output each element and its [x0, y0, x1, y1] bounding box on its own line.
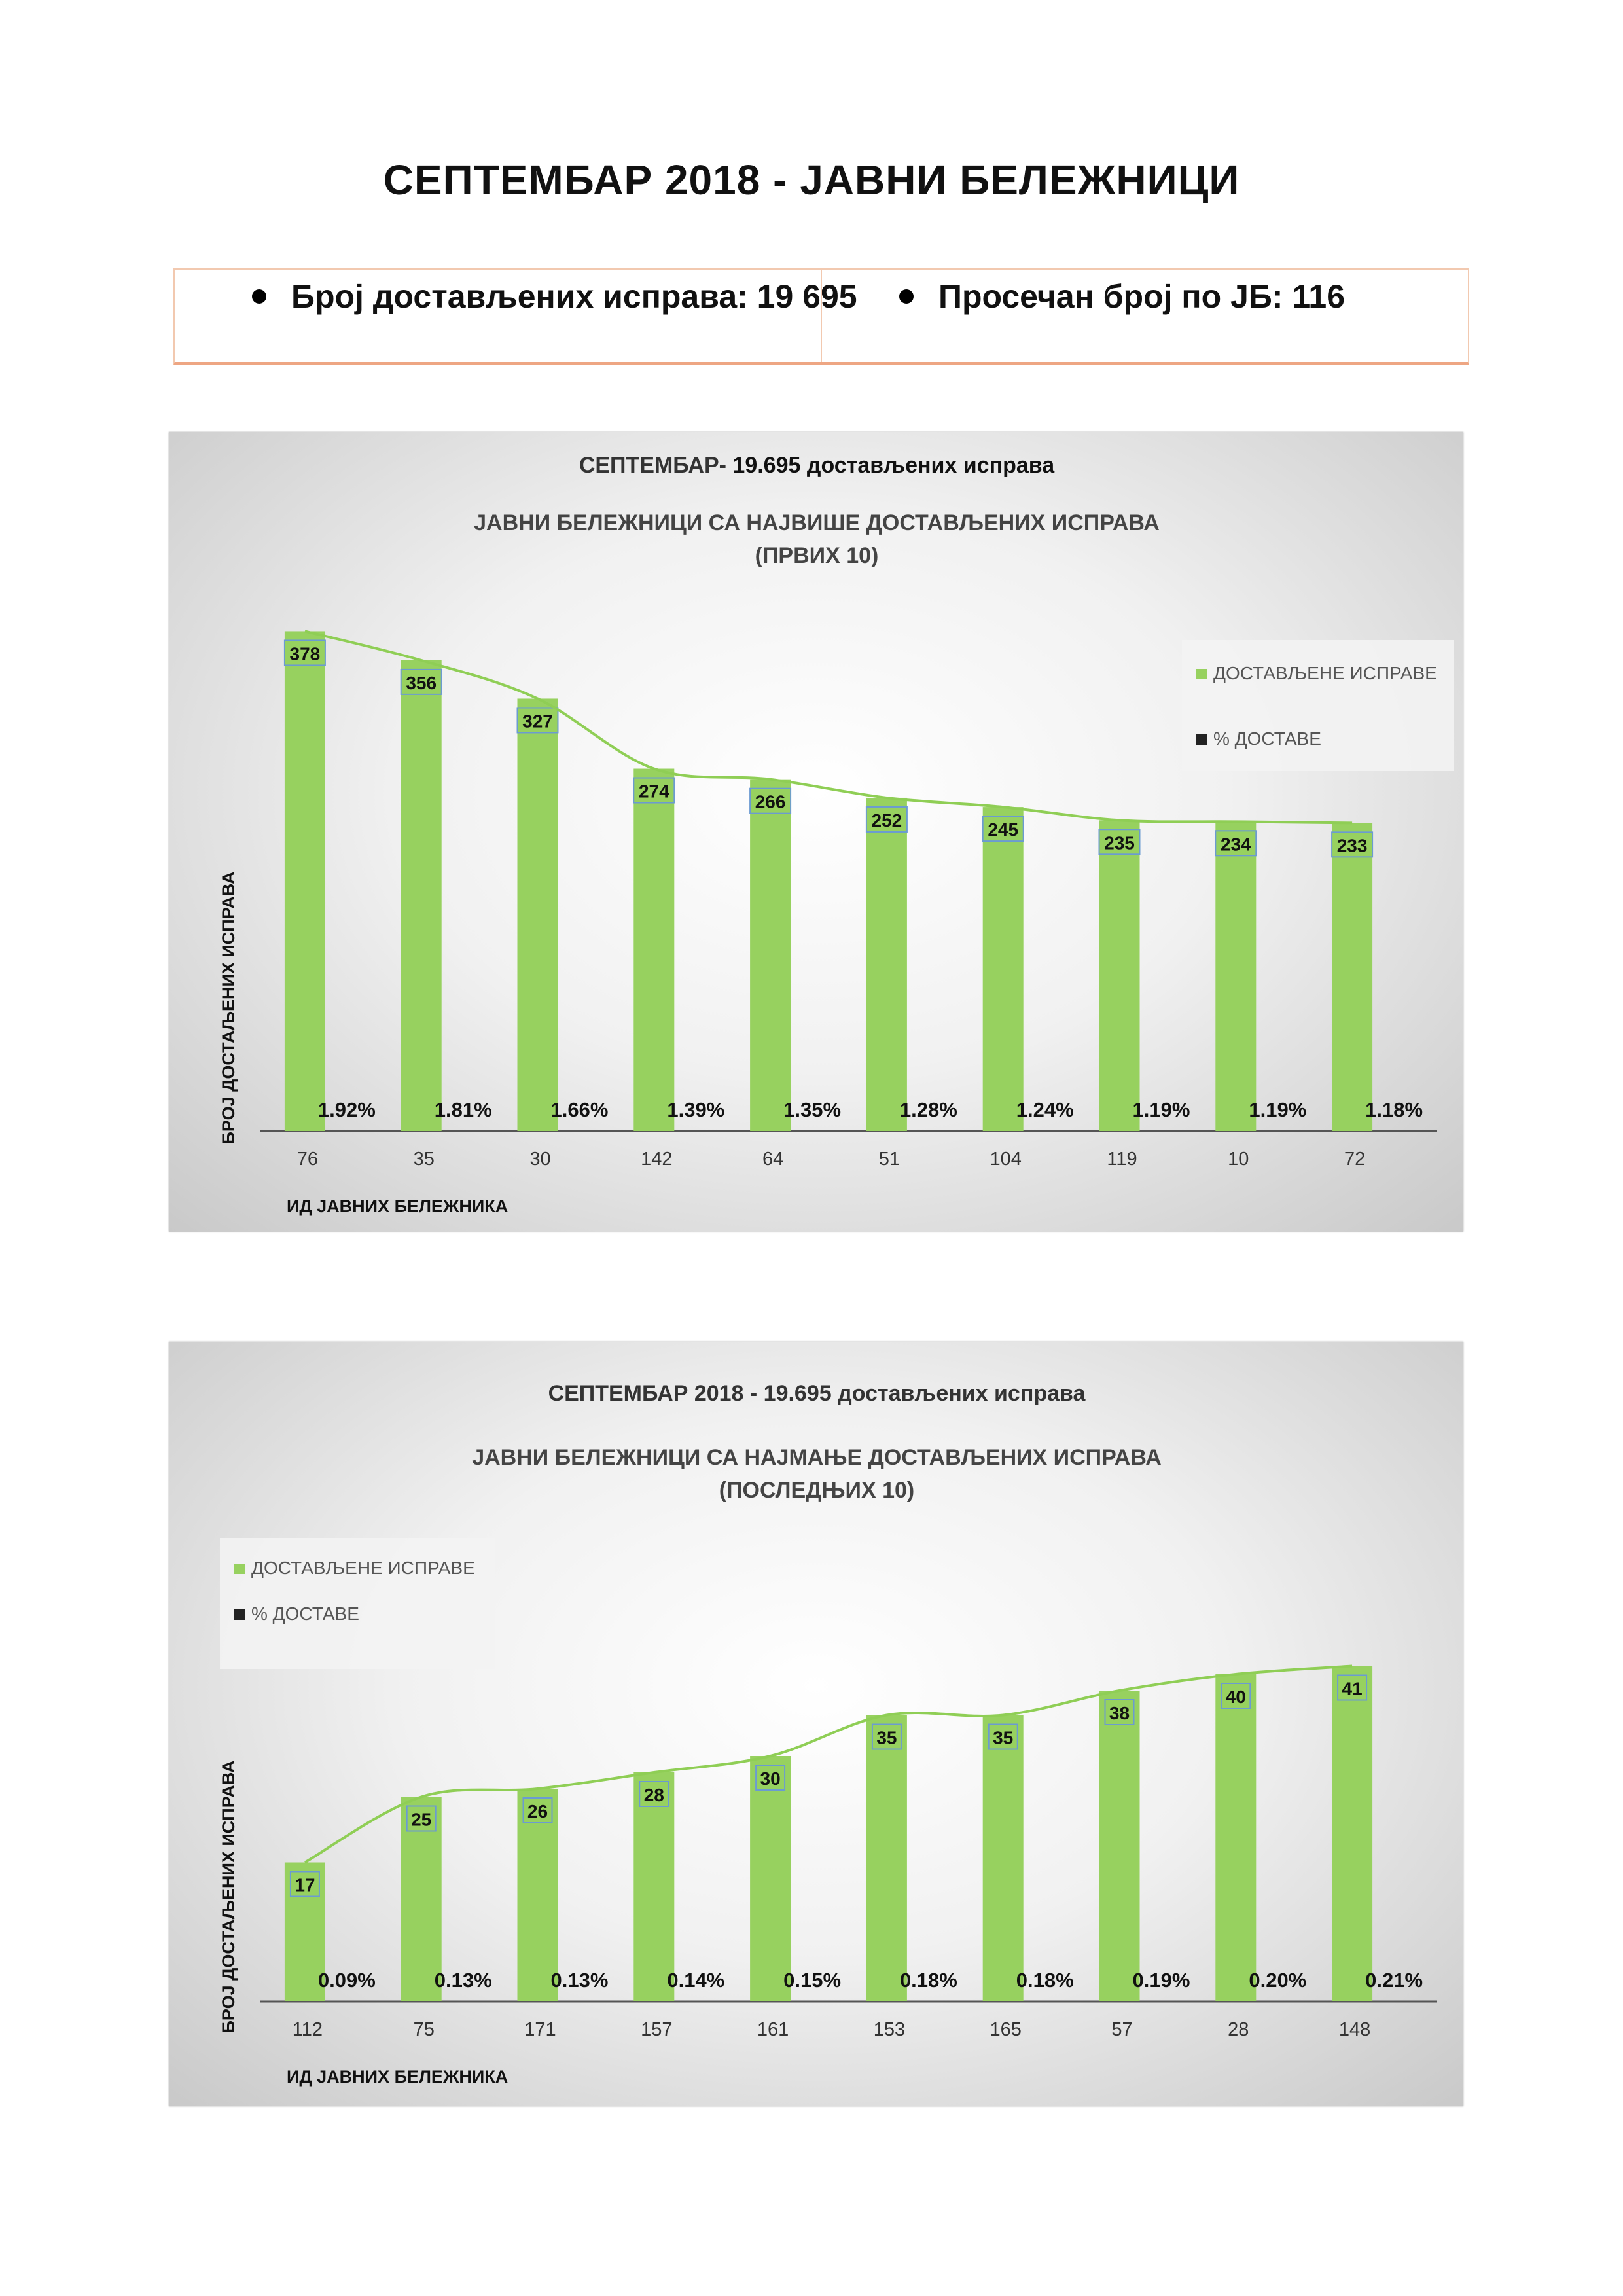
chart-bottom-10 [169, 1342, 1463, 2106]
x-axis-label: ИД ЈАВНИХ БЕЛЕЖНИКА [287, 2067, 508, 2087]
chart-subtitle-scope: (ПРВИХ 10) [755, 543, 879, 568]
chart-subtitle-scope: (ПОСЛЕДЊИХ 10) [719, 1478, 915, 1503]
bar-value-label: 30 [760, 1768, 781, 1789]
legend-label-bars: ДОСТАВЉЕНЕ ИСПРАВЕ [251, 1558, 475, 1578]
bar-value-label: 28 [643, 1785, 664, 1805]
bar-value-label: 35 [993, 1727, 1014, 1748]
bar [866, 798, 907, 1131]
percent-label: 1.19% [1249, 1098, 1307, 1121]
bar-value-label: 266 [755, 791, 786, 812]
percent-label: 1.18% [1365, 1098, 1423, 1121]
bar-value-label: 41 [1342, 1678, 1363, 1699]
percent-label: 1.24% [1016, 1098, 1074, 1121]
bar-value-label: 378 [289, 643, 321, 664]
bullet-icon [899, 289, 914, 304]
bar-value-label: 234 [1220, 834, 1251, 855]
bar [1215, 1674, 1256, 2001]
chart-title [579, 453, 1055, 478]
x-tick-label: 119 [1107, 1149, 1137, 1170]
percent-label: 0.13% [434, 1969, 492, 1992]
bar-value-label: 233 [1336, 835, 1368, 856]
percent-label: 1.35% [783, 1098, 842, 1121]
x-tick-label: 64 [762, 1149, 784, 1170]
percent-label: 0.19% [1132, 1969, 1190, 1992]
bar-value-label: 25 [411, 1809, 432, 1830]
bar-value-label: 356 [406, 672, 437, 693]
bar [750, 780, 791, 1131]
chart-title-part: СЕПТЕМБАР- [579, 453, 733, 478]
percent-label: 0.09% [317, 1969, 376, 1992]
chart-title [548, 1381, 1086, 1406]
bar [285, 631, 325, 1131]
stat-total-documents [175, 270, 857, 362]
bar [983, 1715, 1024, 2002]
percent-label: 0.20% [1249, 1969, 1307, 1992]
x-tick-label: 171 [524, 2019, 556, 2040]
bar-value-label: 274 [638, 781, 669, 802]
x-tick-label: 112 [292, 2019, 323, 2040]
x-tick-label: 165 [990, 2019, 1022, 2040]
bar [1332, 1666, 1372, 2002]
x-tick-label: 30 [529, 1149, 551, 1170]
legend-swatch-percent [1196, 734, 1207, 745]
x-tick-label: 10 [1228, 1149, 1249, 1170]
stat-average-text: Просечан број по ЈБ: 116 [938, 278, 1345, 315]
chart-title-emphasis: 19.695 достављених исправа [732, 453, 1055, 478]
bar-value-label: 40 [1225, 1687, 1246, 1707]
bar [1099, 820, 1140, 1131]
x-tick-label: 51 [878, 1149, 901, 1170]
x-tick-label: 153 [873, 2019, 906, 2040]
y-axis-label: БРОЈ ДОСТАЉЕНИХ ИСПРАВА [219, 871, 238, 1145]
percent-label: 1.28% [899, 1098, 957, 1121]
x-tick-label: 28 [1228, 2019, 1249, 2040]
chart-subtitle: ЈАВНИ БЕЛЕЖНИЦИ СА НАЈМАЊЕ ДОСТАВЉЕНИХ ИСПРАВА [472, 1445, 1162, 1470]
legend-swatch-bars [234, 1564, 245, 1574]
percent-label: 0.21% [1365, 1969, 1423, 1992]
percent-label: 1.92% [317, 1098, 376, 1121]
bar [518, 698, 558, 1131]
stat-average-per-notary [821, 270, 1468, 362]
bar-value-label: 38 [1109, 1703, 1130, 1723]
percent-label: 1.19% [1132, 1098, 1190, 1121]
bar-value-label: 26 [527, 1801, 548, 1821]
percent-label: 1.66% [550, 1098, 609, 1121]
bar [1332, 823, 1372, 1131]
bar-value-label: 327 [522, 711, 553, 732]
bar [1215, 821, 1256, 1131]
bar-value-label: 245 [988, 819, 1019, 840]
x-tick-label: 157 [641, 2019, 673, 2040]
legend-box [1182, 640, 1454, 771]
x-tick-label: 75 [413, 2019, 435, 2040]
x-axis-label: ИД ЈАВНИХ БЕЛЕЖНИКА [287, 1196, 508, 1216]
x-tick-label: 72 [1344, 1149, 1366, 1170]
legend-swatch-percent [234, 1609, 245, 1620]
bar-value-label: 17 [294, 1874, 315, 1895]
y-axis-label: БРОЈ ДОСТАЉЕНИХ ИСПРАВА [219, 1760, 238, 2034]
percent-label: 1.81% [434, 1098, 492, 1121]
bullet-icon [252, 289, 266, 304]
x-tick-label: 76 [296, 1149, 319, 1170]
chart-top-10-svg [169, 432, 1463, 1232]
chart-top-10 [169, 432, 1463, 1232]
page-title: СЕПТЕМБАР 2018 - ЈАВНИ БЕЛЕЖНИЦИ [383, 156, 1240, 204]
bar [633, 769, 674, 1131]
legend-label-bars: ДОСТАВЉЕНЕ ИСПРАВЕ [1213, 663, 1437, 683]
bar-value-label: 235 [1104, 833, 1135, 853]
x-tick-label: 57 [1111, 2019, 1133, 2040]
x-tick-label: 35 [413, 1149, 435, 1170]
x-tick-label: 148 [1338, 2019, 1371, 2040]
chart-bottom-10-svg [169, 1342, 1463, 2106]
bar-value-label: 252 [871, 810, 902, 831]
stat-total-text: Број достављених исправа: 19 695 [291, 278, 857, 315]
bar-value-label: 35 [876, 1727, 897, 1748]
x-tick-label: 142 [641, 1149, 673, 1170]
bar [1099, 1691, 1140, 2001]
percent-label: 1.39% [667, 1098, 725, 1121]
bar [750, 1756, 791, 2001]
percent-label: 0.15% [783, 1969, 842, 1992]
chart-subtitle: ЈАВНИ БЕЛЕЖНИЦИ СА НАЈВИШЕ ДОСТАВЉЕНИХ ИСПРАВА [474, 511, 1160, 535]
percent-label: 0.14% [667, 1969, 725, 1992]
percent-label: 0.13% [550, 1969, 609, 1992]
x-tick-label: 161 [757, 2019, 789, 2040]
legend-label-percent: % ДОСТАВЕ [1213, 728, 1321, 749]
legend-swatch-bars [1196, 669, 1207, 679]
bar [983, 807, 1024, 1131]
percent-label: 0.18% [899, 1969, 957, 1992]
percent-label: 0.18% [1016, 1969, 1074, 1992]
legend-label-percent: % ДОСТАВЕ [251, 1604, 359, 1624]
bar [866, 1715, 907, 2002]
bar [401, 660, 442, 1131]
trend-line [305, 1666, 1352, 1863]
chart-title-part: СЕПТЕМБАР 2018 - 19.695 достављених исправа [548, 1381, 1086, 1406]
x-tick-label: 104 [990, 1149, 1022, 1170]
stats-table [173, 268, 1469, 365]
